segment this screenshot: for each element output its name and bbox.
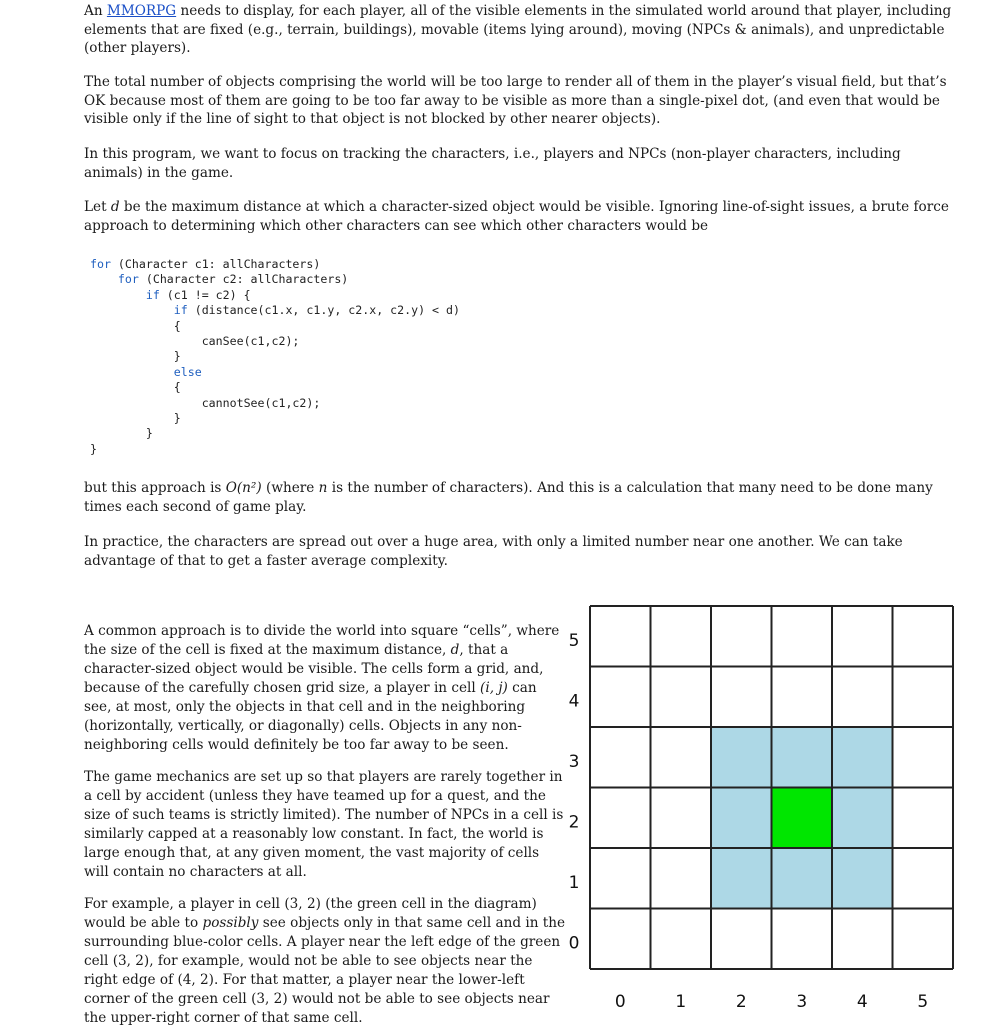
var-n: n <box>318 480 328 496</box>
practice-paragraph: In practice, the characters are spread out over a huge area, with only a limited number near one another. We can take advantage of that to get a faster average complexity. <box>84 534 903 569</box>
blue-neighbor-cell <box>711 848 772 909</box>
blue-neighbor-cell <box>832 727 893 788</box>
grid-y-label: 2 <box>568 812 580 833</box>
grid-y-label: 0 <box>568 933 580 954</box>
green-cell-3-2 <box>772 788 833 849</box>
brute-force-code: for (Character c1: allCharacters) for (Character c2: allCharacters) if (c1 != c2) { if (distance(c1.x, c1.y, c2.x, c2.y) < d) { canSee(c1,c2); } else { cannotSee(c1,c2); } } } <box>90 257 460 456</box>
grid-y-label: 5 <box>568 631 580 651</box>
grid-x-label: 0 <box>614 992 626 1012</box>
blue-neighbor-cell <box>772 727 833 788</box>
blue-neighbor-cell <box>772 848 833 909</box>
grid-y-label: 3 <box>568 752 580 772</box>
mechanics-paragraph: The game mechanics are set up so that players are rarely together in a cell by accident (unless they have teamed up for a quest, and the size of such teams is strictly limited). The number of NPCs in a cell is similarly capped at a reasonably low constant. In fact, the world is large enough that, at any given moment, the vast majority of cells will contain no characters at all. <box>84 769 564 880</box>
complexity-paragraph: but this approach is O(n²) (where n is the number of characters). And this is a calculation that many need to be done many times each second of game play. <box>84 480 933 515</box>
grid-y-label: 4 <box>568 691 580 712</box>
cells-paragraph: A common approach is to divide the world into square “cells”, where the size of the cell is fixed at the maximum distance, d, that a character-sized object would be visible. The cells form a grid, and, because of the carefully chosen grid size, a player in cell (i, j) can see, at most, only the objects in that cell and in the neighboring (horizontally, vertically, or diagonally) cells. Objects in any non-neighboring cells would definitely be too far away to be seen. <box>84 623 560 753</box>
grid-x-label: 4 <box>856 992 868 1012</box>
intro-paragraph: An MMORPG needs to display, for each player, all of the visible elements in the simulated world around that player, including elements that are fixed (e.g., terrain, buildings), movable (items lying around), moving (NPCs & animals), and unpredictable (other players). <box>84 3 952 56</box>
grid-y-label: 1 <box>568 873 580 893</box>
mmorpg-link[interactable]: MMORPG <box>106 3 177 19</box>
blue-neighbor-cell <box>711 788 772 849</box>
example-paragraph: For example, a player in cell (3, 2) (the green cell in the diagram) would be able to possibly see objects only in that same cell and in the surrounding blue-color cells. A player near the left edge of the green cell (3, 2), for example, would not be able to see objects near the right edge of (4, 2). For that matter, a player near the lower-left corner of the green cell (3, 2) would not be able to see objects near the upper-right corner of that same cell. <box>84 896 566 1026</box>
grid-x-label: 5 <box>917 992 929 1012</box>
grid-x-label: 3 <box>796 992 808 1012</box>
blue-neighbor-cell <box>711 727 772 788</box>
grid-x-label: 1 <box>675 992 687 1012</box>
cell-grid-diagram <box>560 600 960 1024</box>
var-d: d <box>110 199 120 215</box>
grid-x-label: 2 <box>735 992 747 1012</box>
focus-paragraph: In this program, we want to focus on tracking the characters, i.e., players and NPCs (non-player characters, including animals) in the game. <box>84 146 901 181</box>
blue-neighbor-cell <box>832 788 893 849</box>
big-o-notation: O(n²) <box>225 480 262 496</box>
objects-paragraph: The total number of objects comprising the world will be too large to render all of them in the player’s visual field, but that’s OK because most of them are going to be too far away to be visible as more than a single-pixel dot, (and even that would be visible only if the line of sight to that object is not blocked by other nearer objects). <box>84 74 947 127</box>
blue-neighbor-cell <box>832 848 893 909</box>
brute-force-paragraph: Let d be the maximum distance at which a character-sized object would be visible. Ignoring line-of-sight issues, a brute force approach to determining which other characters can see which other characters would be <box>84 199 949 234</box>
